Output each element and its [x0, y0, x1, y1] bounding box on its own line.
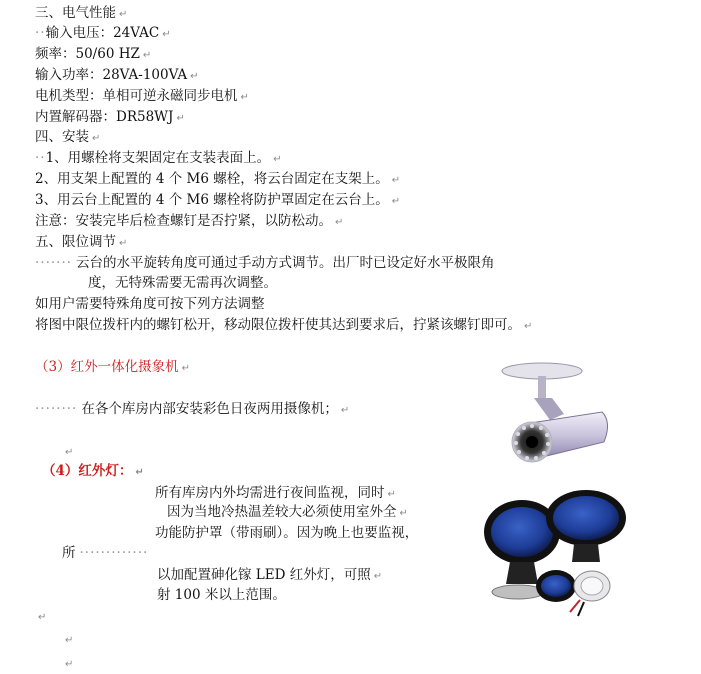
install-step-2: 2、用支架上配置的 4 个 M6 螺栓，将云台固定在支架上。 ↵	[35, 171, 401, 187]
section-5-title: 五、限位调节 ↵	[35, 234, 128, 250]
install-step-3: 3、用云台上配置的 4 个 M6 螺栓将防护罩固定在云台上。 ↵	[35, 192, 401, 208]
section-3-title: 三、电气性能 ↵	[35, 5, 128, 21]
spec-frequency: 频率：50/60 HZ ↵	[35, 46, 152, 62]
spec-input-power: 输入功率：28VA-100VA ↵	[35, 67, 199, 83]
empty-paragraph: ↵	[65, 659, 74, 670]
spec-decoder: 内置解码器：DR58WJ ↵	[35, 109, 185, 125]
infrared-line-1: 所有库房内外均需进行夜间监视，同时 ↵	[155, 485, 396, 501]
empty-paragraph: ↵	[38, 612, 47, 623]
limit-paragraph-2: 如用户需要特殊角度可按下列方法调整	[35, 296, 265, 312]
empty-paragraph: ↵	[65, 447, 74, 458]
limit-paragraph-3: 将图中限位拨杆内的螺钉松开，移动限位拨杆使其达到要求后，拧紧该螺钉即可。 ↵	[35, 317, 533, 333]
ir-camera-image	[494, 362, 616, 474]
camera-text: ········ 在各个库房内部安装彩色日夜两用摄像机； ↵	[35, 401, 350, 417]
infrared-line-5: 射 100 米以上范围。	[157, 587, 286, 603]
infrared-line-2: 因为当地冷热温差较大必须使用室外全 ↵	[167, 504, 408, 520]
infrared-line-4: 以加配置砷化镓 LED 红外灯，可照 ↵	[157, 567, 383, 583]
install-note: 注意：安装完毕后检查螺钉是否拧紧，以防松动。 ↵	[35, 213, 344, 229]
infrared-line-3: 功能防护罩（带雨刷）。因为晚上也要监视，	[155, 525, 419, 541]
ir-lamp-image	[480, 488, 628, 620]
spec-motor-type: 电机类型：单相可逆永磁同步电机 ↵	[35, 88, 249, 104]
install-step-1: ··1、用螺栓将支架固定在支装表面上。 ↵	[35, 150, 282, 166]
limit-paragraph-line-1: ······· 云台的水平旋转角度可通过手动方式调节。出厂时已设定好水平极限角	[35, 255, 495, 271]
empty-paragraph: ↵	[65, 635, 74, 646]
section-4-title: 四、安装 ↵	[35, 129, 101, 145]
camera-title: （3）红外一体化摄象机 ↵	[35, 359, 190, 375]
limit-paragraph-line-2: 度，无特殊需要无需再次调整。	[88, 275, 277, 291]
infrared-title: （4）红外灯： ↵	[42, 463, 144, 479]
infrared-line-suo: 所 ·············	[62, 545, 149, 561]
spec-input-voltage: ··输入电压：24VAC ↵	[35, 25, 171, 41]
